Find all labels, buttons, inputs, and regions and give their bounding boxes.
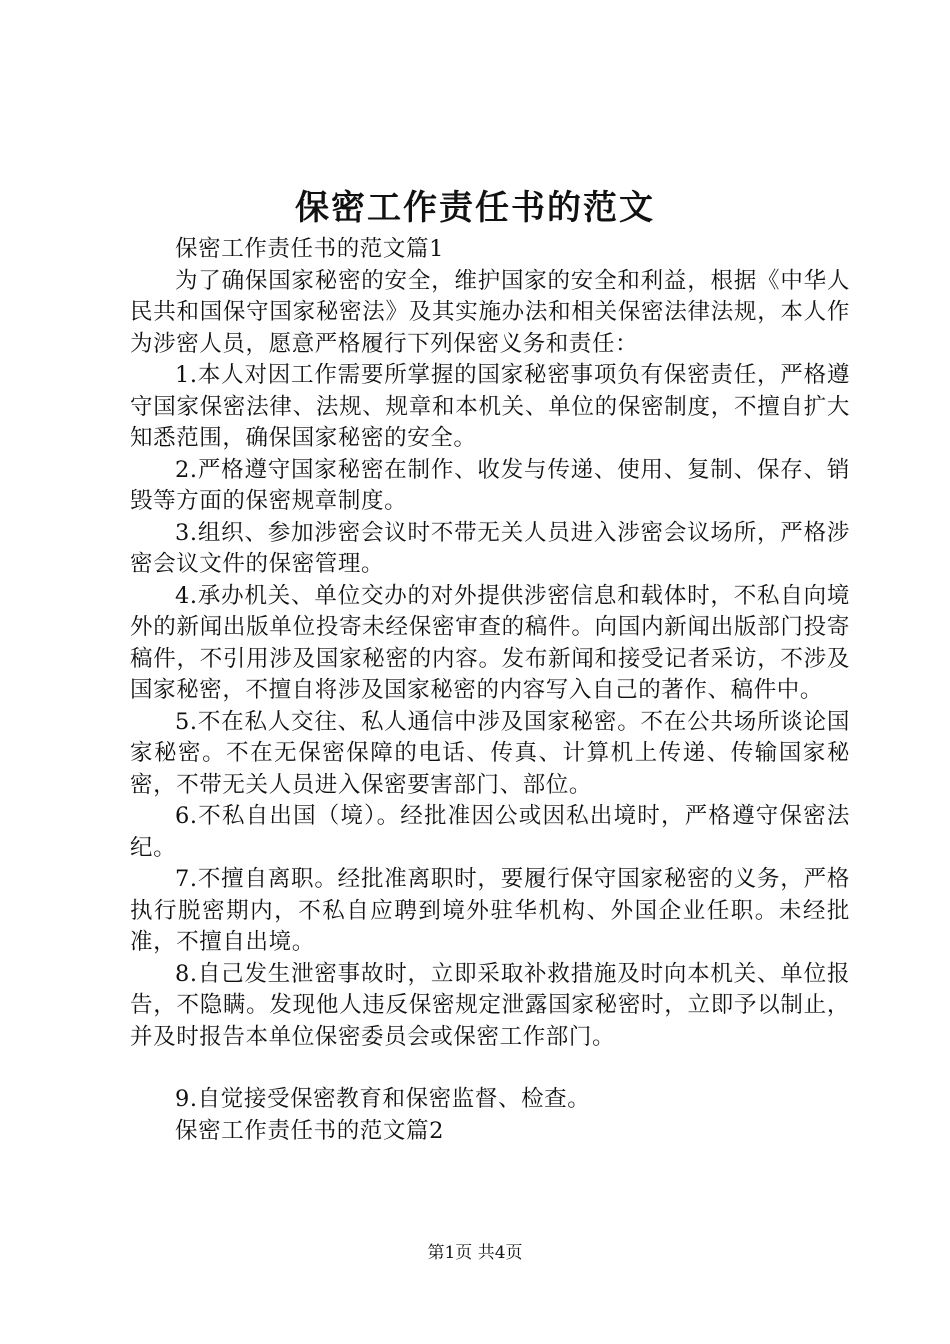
document-body xyxy=(130,234,850,1147)
clause-paragraph: 7.不擅自离职。经批准离职时，要履行保守国家秘密的义务，严格执行脱密期内，不私自应聘到境外驻华机构、外国企业任职。未经批准，不擅自出境。 xyxy=(130,866,850,955)
clause-paragraph: 8.自己发生泄密事故时，立即采取补救措施及时向本机关、单位报告，不隐瞒。发现他人违反保密规定泄露国家秘密时，立即予以制止，并及时报告本单位保密委员会或保密工作部门。 xyxy=(130,960,850,1050)
document-title: 保密工作责任书的范文 xyxy=(295,188,655,228)
clause-paragraph: 5.不在私人交往、私人通信中涉及国家秘密。不在公共场所谈论国家秘密。不在无保密保障的电话、传真、计算机上传递、传输国家秘密，不带无关人员进入保密要害部门、部位。 xyxy=(130,708,850,798)
intro-paragraph: 为了确保国家秘密的安全，维护国家的安全和利益，根据《中华人民共和国保守国家秘密法》及其实施办法和相关保密法律法规，本人作为涉密人员，愿意严格履行下列保密义务和责任： xyxy=(130,267,850,357)
section-heading: 保密工作责任书的范文篇1 xyxy=(175,236,445,262)
clause-paragraph: 6.不私自出国（境）。经批准因公或因私出境时，严格遵守保密法纪。 xyxy=(130,803,850,861)
clause-paragraph: 4.承办机关、单位交办的对外提供涉密信息和载体时，不私自向境外的新闻出版单位投寄未经保密审查的稿件。向国内新闻出版部门投寄稿件，不引用涉及国家秘密的内容。发布新闻和接受记者采访，不涉及国家秘密，不擅自将涉及国家秘密的内容写入自己的著作、稿件中。 xyxy=(130,582,850,703)
clause-paragraph: 2.严格遵守国家秘密在制作、收发与传递、使用、复制、保存、销毁等方面的保密规章制度。 xyxy=(130,456,850,514)
clause-paragraph: 9.自觉接受保密教育和保密监督、检查。 xyxy=(175,1086,591,1112)
section-heading: 保密工作责任书的范文篇2 xyxy=(175,1117,445,1144)
page-indicator: 第1页 共4页 xyxy=(427,1243,523,1263)
clause-paragraph: 1.本人对因工作需要所掌握的国家秘密事项负有保密责任，严格遵守国家保密法律、法规、规章和本机关、单位的保密制度，不擅自扩大知悉范围，确保国家秘密的安全。 xyxy=(130,362,850,451)
clause-paragraph: 3.组织、参加涉密会议时不带无关人员进入涉密会议场所，严格涉密会议文件的保密管理。 xyxy=(130,519,850,577)
